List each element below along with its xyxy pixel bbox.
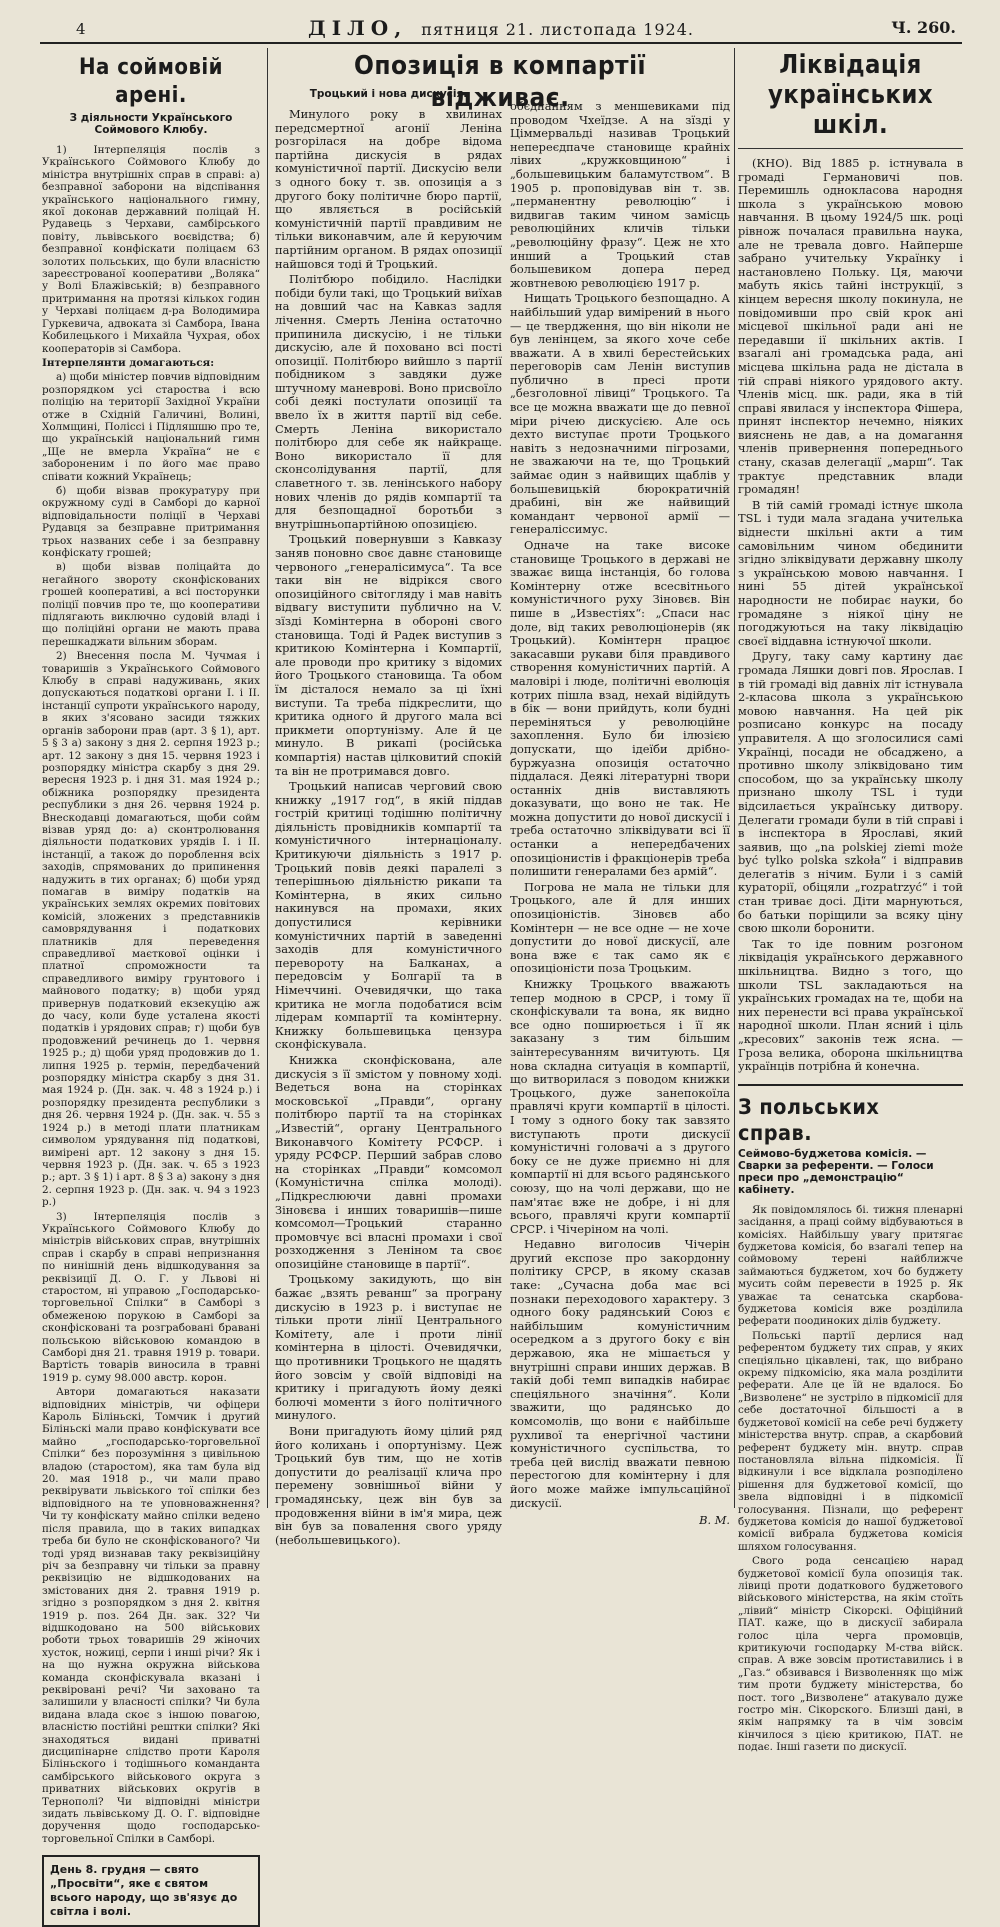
paragraph: Нищать Троцького безпощадно. А найбільший удар вимірений в нього — це твердження, що він ніколи не був ленінцем, за якого хоче себе вважати. А в хвилі берестейських переговорів сам Ленін виступив публично в пресі проти „безголовної лівиці“ Троцького. Та все це можна вважати ще до певної міри річею дискусією. Але ось дехто виступає проти Троцького навіть з недозначними пігрозами, не зважаючи на те, що Троцький займає один з найвищих щаблів у большевицькій бюрократичній драбині, він же найвищий командант червоної армії — генералісcимус.: [510, 291, 730, 537]
paragraph: Троцький повернувши з Кавказу заняв поновно своє давнє становище червоного „генералісимуса“. Та все таки він не відрікся свого опозиційного світогляду і мав навіть відвагу виступити публично на V. зїзді Комінтерна в обороні свого становища. Тоді й Радек виступив з критикою Комінтерна і Компартії, але проводи про критику з відомих його Троцького становища. Та обом їм дісталося немало за ці їхні виступи. Та треба підкреслити, що критика одного й другого мала всі прикмети опортунізму. Але й це минуло. В рикапі (російська компартія) настав цілковитий спокій та він не протримався довго.: [275, 532, 502, 778]
paragraph: Автори домагаються наказати відповідних міністрів, чи офіцери Кароль Біліньскі, Томчик і другий Біліньскі мали право конфіскувати все майно „господарсько-торговельної Спілки“ без порозуміння з цивільною владою (старостом), яка там була від 20. мая 1918 р., чи мали право реквірувати львіського тої спілки без відповідного на те уповноважнення? Чи ту конфіскату майно спілки ведено після правила, що в таких випадках треба би було не сконфіскованого? Чи тоді уряд визнавав таку реквізиційну річ за безправну чи тільки за правну реквізицію не відшкодованих на змістованих дня 2. травня 1919 р. згідно з розпорядком з дня 2. квітня 1919 р. поз. 264 Дн. зак. 32? Чи відшкодовано на 500 військових роботи трьох товаришів 29 жіночих хусток, ножиці, серпи і инші річи? Як і на що нужна окружна військова команда сконфіскувала вказані і реквіровані речі? Чи заховано та залишили у власності спілки? Чи була видана влада скоє з іншою повагою, власністю постійні рештки спілки? Які знаходяться видані приватні дисципінарне слідство проти Кароля Біліньского і тодішнього команданта самбірського військового округа з приватних військових округів в Тернополі? Чи відповідні міністри зидать львівському Д. О. Г. відповідне доручення щодо господарсько-торговельної Спілки в Самборі.: [42, 1386, 260, 1845]
article-column-3: [510, 99, 730, 1528]
article-title: Опозиція в компартії відживає.: [353, 51, 647, 113]
paragraph: Минулого року в хвилинах передсмертної агонії Леніна розгорілася на добре відома партійна дискусія в рядах комуністичної партії. Дискусію вели з одного боку т. зв. опозиція а з другого боку політичне бюро партії, що являється в російській комуністичній партії правдивим не тільки виконавчим, але й керуючим партійним органом. В рядах опозиції найшовся тоді й Троцький.: [275, 107, 502, 271]
article-subtitle: Сеймово-буджетова комісія. — Сварки за референти. — Голоси преси про „демонстрацію“ кабінету.: [738, 1147, 934, 1196]
masthead-center: [40, 16, 962, 40]
paragraph: (КНО). Від 1885 р. істнувала в громаді Германовичі пов. Перемишль однокласова народня школа з українською мовою навчання. В цьому 1924/5 шк. році рівнож почалася правильна наука, але не тревала довго. Найперше забрано учительку Українку і настановлено Польку. Ця, маючи мабуть якісь тайні інструкції, з кінцем вересня школу покинула, не повідомивши про свій крок ані місцевої шкільної ради ані не передавши ії шкільних актів. І взагалі ані громадська рада, ані місцева шкільна рада не дістала в тій справі ніякого урядового акту. Членів місц. шк. ради, яка в тій справі явилася у інспектора Фішера, принят інспектор нечемно, ніяких вияснень не дав, а на домагання членів привернення попереднього стану, сказав делегації „марш“. Так трактує представник влади громадян!: [738, 156, 963, 497]
paragraph: 1) Інтерпеляція послів з Українського Соймового Клюбу до міністра внутрішніх справ в справі: а) безправної заборони на відспівання українського національного гимну, якої доконав державний поліцай Н. Рудавець з Черхави, самбірського повіту, львівського воєвідства; б) безправної конфіскати поліцаєм 63 золотих польських, що були власністю зареєстрованої кооперативи „Воляка“ у Волі Блажівській; в) безправного притримання на протязі кількох годин у Черхаві поліцаєм д-ра Володимира Гуркевича, адвоката зі Самбора, Івана Кобилецького і Михайла Чухрая, обох кооператорів зі Самбора.: [42, 144, 260, 355]
article-column-2: [275, 86, 502, 1547]
article-subtitle: З діяльности Українського Соймового Клюбу.: [69, 112, 233, 136]
paragraph: Книжку Троцького вважають тепер модною в СРСР, і тому її сконфіскували та вона, як видно все одно поширюється і її як заказану з тим більшим заінтересуванням вичитують. Ця нова складна ситуація в компартії, що витворилася з поводом книжки Троцького, дуже занепокоїла правлячі круги компартії в цілості. І тому з одного боку так завзято виступають проти дискусії комуністичні головачі а з другого боку се не дуже приємно ні для компартії ні для всього радянського союзу, що на чолі держави, що не пам'ятає вже не добре, і ні для всього, правлячі круги компартії СРСР. і Чічеріном на чолі.: [510, 977, 730, 1236]
paragraph: Так то іде повним розгоном ліквідація українського державного шкільництва. Видно з того, що школи TSL закладаються на українських громадах на те, щоби на них перенести всі права української народної школи. План ясний і ціль „кресових“ законів теж ясна. — Гроза велика, оборона шкільництва українців потрібна й конечна.: [738, 936, 963, 1074]
paragraph: Свого рода сенсацією нарад буджетової комісії була опозиція так. лівиці проти додаткового буджетового військового міністерства, на якім стоїть „лівий“ міністр Сікорскі. Офіційний ПАТ. каже, що в дискусії забирала голос ціла черга промовців, критикуючи господарку М-ства війск. справ. А вже зовсім протиставились і в „Газ.“ обзивався і Визволенняк що між тим проти буджету міністерства, бо пост. того „Визволене“ атакувало дуже гостро мін. Сікорского. Близші дані, в якім напрямку та в чім зовсім кінчилося з цією критикою, ПАТ. не подає. Інші газети по дискусії.: [738, 1555, 963, 1754]
paragraph: Троцький написав черговий свою книжку „1917 год“, в якій піддав гострій критиці тодішню політичну діяльність провідників компартії та комуністичного інтернаціоналу. Критикуючи діяльність з 1917 р. Троцький повів деякі паралелі з теперішньою діяльністю рикапи та Комінтерна, в яких сильно накинувся на промахи, яких допустилися керівники комуністичних партій в заведенні заходів для комуністичного перевороту на Балканах, а передовсім у Болгарії та в Німеччині. Очевидячки, що така критика не могла подобатися всім лідерам компартії та комінтерну. Книжку большевицька цензура сконфіскувала.: [275, 779, 502, 1052]
paragraph: Недавно виголосив Чічерін другий експозе про закордонну політику СРСР, в якому сказав таке: „Сучасна доба має всі познаки переходового характеру. З одного боку радянський Союз є найбільшим комуністичним осередком а з другого боку є він державою, яка не мішається у внутрішні справи инших держав. В такій добі темп випадків набирає спеціяльного значіння“. Коли зважити, що радянсько до комсомолів, що вони є найбільше рухливої та енергічної частини комуністичного суспільства, то треба цей вислід вважати певною перестогою для комінтерну і для його може майже імпульсаційної дискусії.: [510, 1237, 730, 1510]
paragraph: Одначе на таке високе становище Троцького в державі не зважає вища інстанція, бо голова Комінтерну отже всесвітнього комуністичного руху Зіновєв. Він пише в „Известіях“: „Спаси нас доле, від таких революціонерів (як Троцький). Комінтерн працює закасавши рукави біля правдивого створення комуністичних партій. А маловірі і люде, політичні еволюція котрих пішла взад, нехай відійдуть в бік — вони прийдуть, коли будні переміняться у революційне захоплення. Було би ілюзією допускати, що ідеїби дрібно-буржуазна опозиція остаточно піддалася. Деякі літературні твори останніх днів виставляють доказувати, що воно не так. Не можна допустити до нової дискусії і треба остаточно зліквідувати всі її останки а непередбачених опозиціонистів і фракціонерів треба полишити генералами без армій“.: [510, 538, 730, 879]
paragraph: б) щоби візвав прокуратуру при окружному суді в Самборі до карної відповідальности поліції в Черхаві Рудавця за безправне притримання трьох названих себе і за безправну конфіскату грошей;: [42, 484, 260, 559]
column-divider: [734, 48, 735, 1508]
page-number: 4: [76, 20, 86, 38]
issue-number: Ч. 260.: [891, 18, 956, 37]
column-divider: [267, 48, 268, 1508]
paragraph: Польські партії дерлися над референтом буджету тих справ, у яких спеціяльно цікавлені, так, що вибрано окрему підкомісію, яка мала розділити реферати. Але це їй не вдалося. Бо „Визволене“ не зустріло в підкомісії для себе достаточної більшості а в буджетової комісії на себе речі буджету міністерства внутр. справ, а скарбовий референт буджету мін. внутр. справ постановляла вільна підкомісія. Її відкинули і все відклала розподілено рішення для буджетової комісії, що звела відповідні і в підкомісії голосування. Пізнали, що референт буджетова комісія до нашої буджетової комісії вибрала буджетова комісія шляхом голосування.: [738, 1329, 963, 1553]
paragraph: Другу, таку саму картину дає громада Ляшки довгі пов. Ярослав. І в тій громаді від давніх літ істнувала 2-класова школа з українською мовою навчання. На цей рік розписано конкурс на посаду управителя. А що зголосилися самі Українці, посади не обсаджено, а противно школу зліквідовано тим способом, що за українську школу признано школу TSL і туди відсилається українську дитвору. Делегати громади були в тій справі і в інспектора в Ярославі, який заявив, що „na polskiej ziemi może być tylko polska szkoła“ і відправив делегатів з нічим. Були і з самій кураторії, обіцяли „rozpatrzyć“ і той стан триває досі. Діти марнуються, бо батьки поріщили за всяку ціну свою школи боронити.: [738, 649, 963, 936]
divider: [738, 148, 963, 149]
article-title: Ліквідація українських шкіл.: [767, 50, 934, 140]
article-title: З польських справ.: [738, 1094, 880, 1145]
notice-box: День 8. грудня — свято „Просвіти“, яке є святом всього народу, що зв'язує до світла і волі.: [42, 1855, 260, 1927]
article-title: На соймовій арені.: [79, 55, 223, 108]
article-column-1: [42, 48, 260, 1919]
paragraph: Вони пригадують йому цілий ряд його колихань і опортунізму. Цеж Троцький був тим, що не хотів допустити до реалізації клича про перемену зовнішньої війни у громадянську, цеж він був за продовження війни в ім'я мира, цеж він був за повалення свого уряду (небольшевицького).: [275, 1424, 502, 1547]
paragraph: Погрова не мала не тільки для Троцького, але й для инших опозиціоністів. Зіновєв або Комінтерн — не все одне — не хоче допустити до нової дискусії, але вона вже є так само як є опозиціоністи поза Троцьким.: [510, 879, 730, 976]
paragraph: Книжка сконфіскована, але дискусія з її змістом у повному ході. Ведеться вона на сторінках московської „Правди“, органу політбюро партії та на сторінках „Известій“, органу Центрального Виконавчого Комітету РСФСР. і уряду РСФСР. Перший забрав слово на сторінках „Правди“ комсомол (Комуністична спілка молоді). „Підкреслюючи давні промахи Зіновєва і инших товаришів—пише комсомол—Троцький старанно промовчує всі власні промахи і свої розходження з Леніном та своє опозиційне становище в партії“.: [275, 1052, 502, 1271]
article-subtitle: Троцький і нова дискусія.: [309, 88, 468, 100]
paragraph: 3) Інтерпеляція послів з Українського Соймового Клюбу до міністрів військових справ, внутрішніх справ і скарбу в справі непризнання по нинішній день відшкодування за реквізиції Д. О. Г. у Львові ні старостом, ні управою „Господарсько-торговельної Спілки“ в Самборі з обмеженою порукою в Самборі за сконфісковані та розграбовані бравані польською військовою командою в Самборі дня 21. травня 1919 р. товари. Вартість товарів виносила в травні 1919 р. суму 98.000 австр. корон.: [42, 1210, 260, 1384]
paragraph: Троцькому закидують, що він бажає „взять реванш“ за програну дискусію в 1923 р. і виступає не тільки проти лінії Центрального Комітету, але і проти лінії комінтерна в цілості. Очевидячки, що противники Троцького не щадять його зовсім у своїй відповіді на критику і пригадують йому деякі болючі моменти з його політичного минулого.: [275, 1272, 502, 1423]
paragraph: в) щоби візвав поліцайта до негайного звороту сконфіскованих грошей кооперативі, а всі посторунки поліції повчив про те, що кооперативи підлягають виключно судовій владі і що поліційні органи не мають права перешкаджати вільним зборам.: [42, 561, 260, 648]
paper-name: ДІЛО,: [307, 16, 408, 40]
paragraph: В тій самій громаді істнує школа TSL і туди мала згадана учителька віднести шкільні акти а тим самовільним чином обєдинити згідно зліквідувати державну школу з українською мовою навчання. І нині 55 дітей української народности не побирає науки, бо громадяне з ніякої ціну не погоджуються на таку ліквідацію своєї віддавна істнуючої школи.: [738, 497, 963, 648]
paragraph: обєднанням з меншевиками під проводом Чхеїдзе. А на зїзді у Ціммервальді називав Троцький непереєдпаче становище крайніх лівих „кружковщиною“ і „большевицьким баламутством“. В 1905 р. проповідував він т. зв. „перманентну революцію“ і видвигав таким чином замісць революційних кличів тільки „революційну фразу“. Цеж не хто инший а Троцький став большевиком допера перед жовтневою революцією 1917 р.: [510, 99, 730, 290]
article-column-4: [738, 48, 963, 1754]
paragraph: Як повідомлялось бі. тижня пленарні засідання, а праці сойму відбуваються в комісіях. Найбільшу увагу притягає буджетова комісія, бо взагалі тепер на соймовому терені найближче займаються буджетом, хоч бо буджету мусить сойм перевести в 1925 р. Як уважає та сенатська скарбова-буджетова комісія вже розділила реферати поодиноких ділів буджету.: [738, 1203, 963, 1328]
article-signature: В. М.: [699, 1513, 730, 1528]
paragraph: а) щоби міністер повчив відповідним розпорядком усі староства і всю поліцію на території Західної України отже в Східній Галичині, Волині, Холмщині, Поліссі і Підляшшю про те, що українській національний гимн „Ще не вмерла Україна“ не є забороненим і по його має право співати кожний Українець;: [42, 371, 260, 483]
divider: [738, 1084, 963, 1086]
paragraph: Політбюро побідило. Наслідки побіди були такі, що Троцький виїхав на довший час на Кавказ задля лічення. Смерть Леніна остаточно припинила дискусію, і не тільки дискусію, але й поховано всі пості опозиції. Політбюро вийшло з партії побідником з завдяки дуже штучному маневрові. Воно присвоїло собі деякі постулати опозиції та ввело їх в життя партії від себе. Смерть Леніна використало політбюро для себе як найкраще. Воно використало її для сконсолідування партії, для славетного т. зв. ленінського набору нових членів до рядів компартії та для безпощадної боротьби з внутрішньопартійною опозицією.: [275, 272, 502, 531]
paragraph: Інтерпелянти домагаються:: [42, 356, 215, 369]
issue-date: пятниця 21. листопада 1924.: [421, 20, 694, 39]
masthead: [40, 14, 962, 44]
paragraph: 2) Внесення посла М. Чучмая і товаришів з Українського Соймового Клюбу в справі надуживань, яких допускаються податкові органи І. і ІІ. інстанції супроти українського народу, в яких з'ясовано засиди тяжких органів заборони прав (арт. 3 § 1), арт. 5 § 3 а) закону з дня 2. серпня 1923 р.; арт. 12 закону з дня 15. червня 1923 і розпорядку міністра скарбу з дня 29. вересня 1923 р. і дня 31. мая 1924 р.; обіжника розпорядку президента республики з дня 26. червня 1924 р. Внескодавці домагаються, щоби сойм візвав уряд до: а) сконтролювання діяльности податкових урядів І. і ІІ. інстанції, а також до пороблення всіх заходів, спрямованих до припинення надужить в тих органах; б) щоби уряд помагав в виміру податків на українських землях окремих повітових комісій, зложених з представників самоврядування і податкових платників для переведення справедливої маєткової оцінки і платної спроможности та справедливого виміру грунтового і майнового податку; в) щоби уряд привернув податковий екзекуцію аж до часу, коли буде усталена якості податків і урядових справ; г) щоби був продовжений речинець до 1. червня 1925 р.; д) щоби уряд продовжив до 1. липня 1925 р. термін, передбачений розпорядку міністра скарбу з дня 31. мая 1924 р. (Дн. зак. ч. 48 з 1924 р.) і розпорядку президента республики з дня 26. червня 1924 р. (Дн. зак. ч. 55 з 1924 р.) в методі плати платникам символом урядування під податкові, вимірені арт. 12 закону з дня 15. червня 1923 р. (Дн. зак. ч. 65 з 1923 р.; арт. 3 § 1) і арт. 8 § 3 а) закону з дня 2. серпня 1923 р. (Дн. зак. ч. 94 з 1923 р.): [42, 650, 260, 1209]
